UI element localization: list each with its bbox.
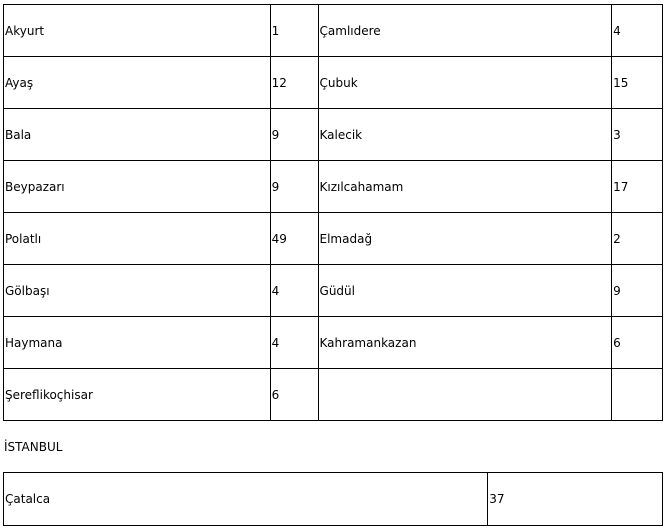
district-count-cell: 37 xyxy=(488,473,663,526)
district-count-cell: 2 xyxy=(612,213,663,265)
table-row xyxy=(4,161,663,213)
district-name-cell: Bala xyxy=(4,109,271,161)
district-name-cell: Çubuk xyxy=(318,57,612,109)
district-name-cell: Elmadağ xyxy=(318,213,612,265)
district-count-cell: 6 xyxy=(612,317,663,369)
district-name-cell: Akyurt xyxy=(4,5,271,57)
district-count-cell: 9 xyxy=(612,265,663,317)
district-table-ankara xyxy=(3,4,663,421)
district-name-cell: Kızılcahamam xyxy=(318,161,612,213)
district-count-cell: 6 xyxy=(270,369,318,421)
district-count-cell: 49 xyxy=(270,213,318,265)
table-row xyxy=(4,317,663,369)
district-name-cell: Kahramankazan xyxy=(318,317,612,369)
table-row xyxy=(4,57,663,109)
district-name-cell: Ayaş xyxy=(4,57,271,109)
district-name-cell: Çatalca xyxy=(4,473,488,526)
district-name-cell: Haymana xyxy=(4,317,271,369)
district-table-istanbul xyxy=(3,472,663,526)
district-count-cell: 15 xyxy=(612,57,663,109)
table-row xyxy=(4,473,663,526)
section-heading-istanbul: İSTANBUL xyxy=(4,440,63,454)
district-count-cell: 4 xyxy=(612,5,663,57)
district-name-cell: Kalecik xyxy=(318,109,612,161)
district-table-istanbul-body xyxy=(4,473,663,526)
table-row xyxy=(4,369,663,421)
district-name-cell: Çamlıdere xyxy=(318,5,612,57)
district-count-cell: 3 xyxy=(612,109,663,161)
table-row xyxy=(4,109,663,161)
district-count-cell: 4 xyxy=(270,317,318,369)
district-name-cell: Polatlı xyxy=(4,213,271,265)
district-count-cell xyxy=(612,369,663,421)
table-row xyxy=(4,213,663,265)
district-table-ankara-body xyxy=(4,5,663,421)
district-count-cell: 4 xyxy=(270,265,318,317)
district-name-cell xyxy=(318,369,612,421)
district-name-cell: Beypazarı xyxy=(4,161,271,213)
table-row xyxy=(4,265,663,317)
district-name-cell: Güdül xyxy=(318,265,612,317)
district-count-cell: 9 xyxy=(270,161,318,213)
district-count-cell: 12 xyxy=(270,57,318,109)
district-count-cell: 9 xyxy=(270,109,318,161)
district-name-cell: Şereflikoçhisar xyxy=(4,369,271,421)
district-count-cell: 1 xyxy=(270,5,318,57)
table-row xyxy=(4,5,663,57)
district-name-cell: Gölbaşı xyxy=(4,265,271,317)
district-count-cell: 17 xyxy=(612,161,663,213)
